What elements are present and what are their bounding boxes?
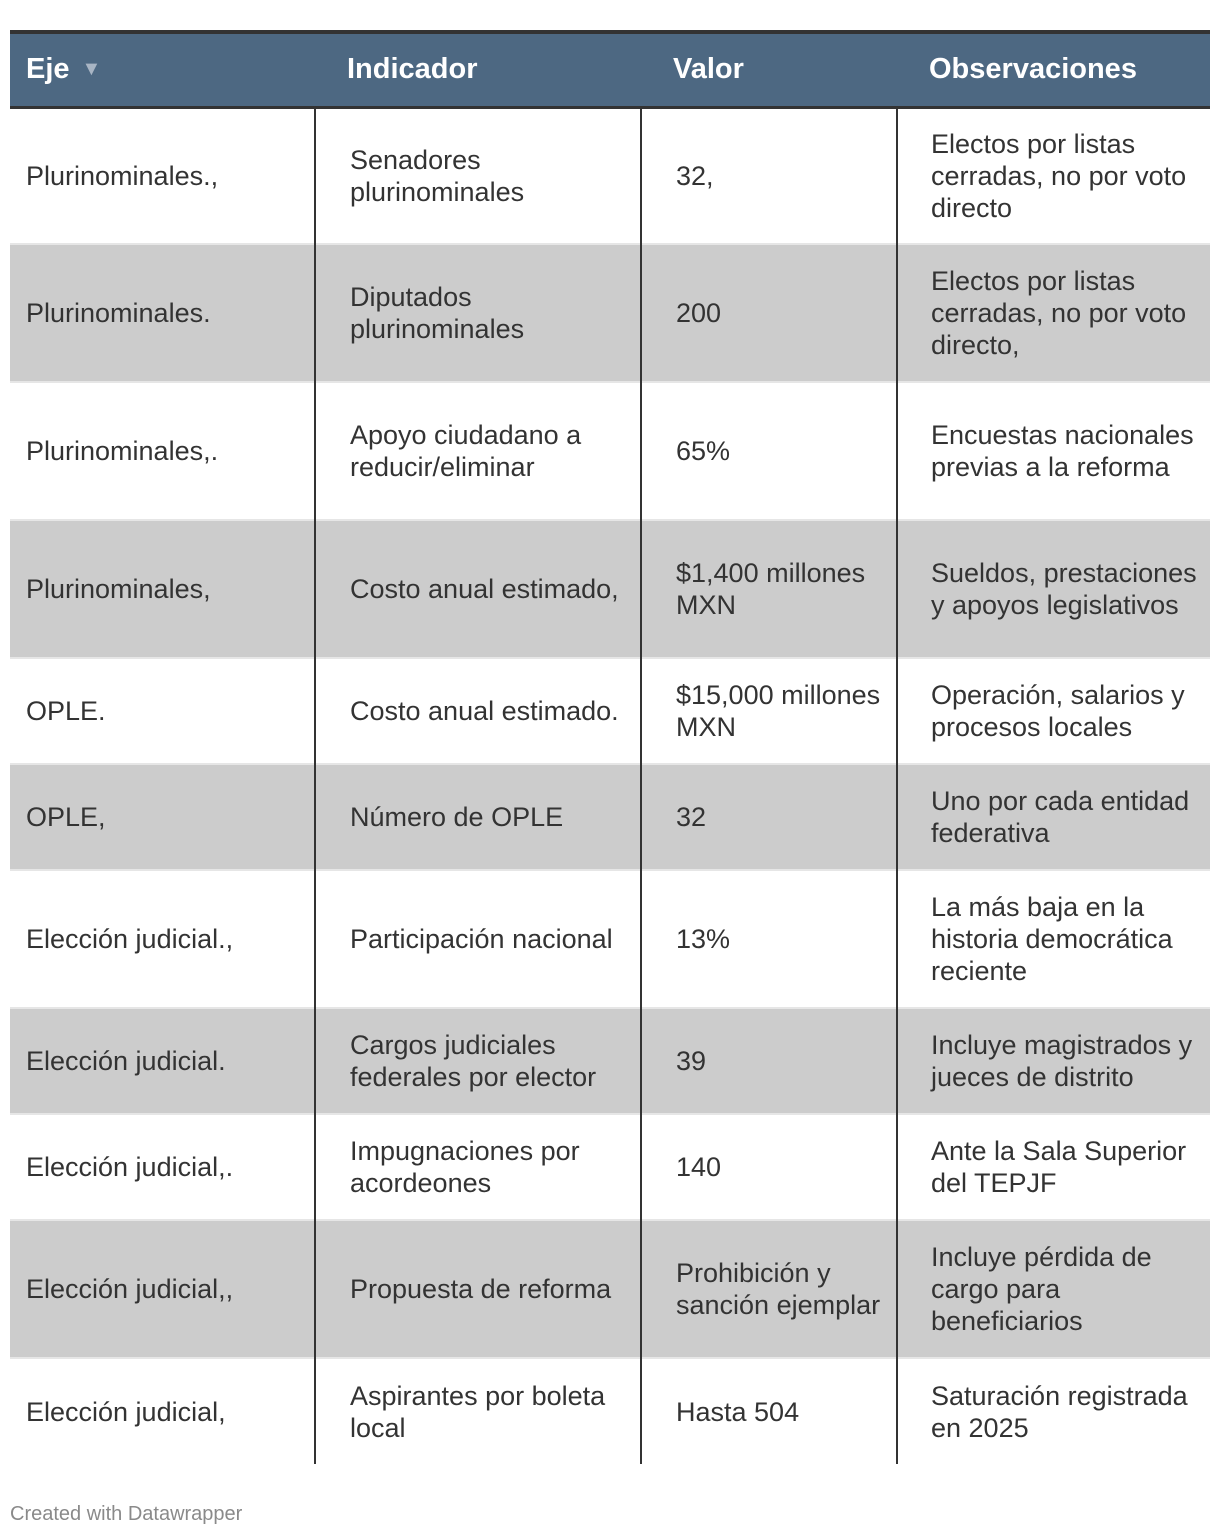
cell-indicador: Participación nacional bbox=[315, 870, 641, 1008]
cell-valor: 200 bbox=[641, 244, 897, 382]
table-row bbox=[10, 382, 1210, 520]
header-row bbox=[10, 32, 1210, 107]
cell-indicador: Impugnaciones por acordeones bbox=[315, 1114, 641, 1220]
cell-observaciones: La más baja en la historia democrática reciente bbox=[897, 870, 1210, 1008]
cell-indicador: Senadores plurinominales bbox=[315, 107, 641, 244]
cell-eje: Elección judicial., bbox=[10, 870, 315, 1008]
cell-valor: $15,000 millones MXN bbox=[641, 658, 897, 764]
cell-observaciones: Ante la Sala Superior del TEPJF bbox=[897, 1114, 1210, 1220]
datawrapper-credit[interactable]: Created with Datawrapper bbox=[10, 1503, 243, 1525]
table-row bbox=[10, 870, 1210, 1008]
table-row bbox=[10, 244, 1210, 382]
table-row bbox=[10, 1358, 1210, 1464]
cell-eje: Elección judicial. bbox=[10, 1008, 315, 1114]
column-header-label: Observaciones bbox=[929, 53, 1137, 86]
cell-valor: Hasta 504 bbox=[641, 1358, 897, 1464]
column-header-indicador[interactable] bbox=[315, 32, 641, 107]
cell-observaciones: Electos por listas cerradas, no por voto directo, bbox=[897, 244, 1210, 382]
cell-observaciones: Incluye magistrados y jueces de distrito bbox=[897, 1008, 1210, 1114]
cell-observaciones: Sueldos, prestaciones y apoyos legislativos bbox=[897, 520, 1210, 658]
cell-indicador: Costo anual estimado, bbox=[315, 520, 641, 658]
cell-indicador: Aspirantes por boleta local bbox=[315, 1358, 641, 1464]
column-header-label: Eje bbox=[26, 53, 70, 86]
cell-valor: 140 bbox=[641, 1114, 897, 1220]
table-body bbox=[10, 107, 1210, 1464]
cell-indicador: Propuesta de reforma bbox=[315, 1220, 641, 1358]
cell-indicador: Cargos judiciales federales por elector bbox=[315, 1008, 641, 1114]
cell-eje: Elección judicial,. bbox=[10, 1114, 315, 1220]
table-row bbox=[10, 764, 1210, 870]
column-header-label: Valor bbox=[673, 53, 744, 86]
column-header-valor[interactable] bbox=[641, 32, 897, 107]
table-row bbox=[10, 107, 1210, 244]
cell-observaciones: Encuestas nacionales previas a la reforma bbox=[897, 382, 1210, 520]
table bbox=[10, 30, 1210, 1464]
cell-eje: Plurinominales., bbox=[26, 160, 219, 191]
cell-eje: OPLE. bbox=[10, 658, 315, 764]
table-row bbox=[10, 1008, 1210, 1114]
cell-valor: 65% bbox=[641, 382, 897, 520]
table-row bbox=[10, 658, 1210, 764]
column-header-label: Indicador bbox=[347, 53, 478, 86]
cell-indicador: Número de OPLE bbox=[315, 764, 641, 870]
cell-valor: 13% bbox=[641, 870, 897, 1008]
cell-observaciones: Incluye pérdida de cargo para beneficiarios bbox=[897, 1220, 1210, 1358]
cell-eje: Elección judicial, bbox=[10, 1358, 315, 1464]
table-row bbox=[10, 520, 1210, 658]
table-row bbox=[10, 1114, 1210, 1220]
cell-eje: Plurinominales, bbox=[10, 520, 315, 658]
sort-down-icon[interactable]: ▼ bbox=[81, 58, 102, 81]
table-row bbox=[10, 1220, 1210, 1358]
cell-valor: 32, bbox=[641, 107, 897, 244]
data-table bbox=[10, 30, 1210, 1464]
cell-indicador: Costo anual estimado. bbox=[315, 658, 641, 764]
cell-indicador: Apoyo ciudadano a reducir/eliminar bbox=[315, 382, 641, 520]
cell-observaciones: Saturación registrada en 2025 bbox=[897, 1358, 1210, 1464]
cell-observaciones: Uno por cada entidad federativa bbox=[897, 764, 1210, 870]
cell-eje: OPLE, bbox=[10, 764, 315, 870]
cell-indicador: Diputados plurinominales bbox=[315, 244, 641, 382]
cell-eje: Plurinominales. bbox=[10, 244, 315, 382]
cell-observaciones: Electos por listas cerradas, no por voto directo bbox=[897, 107, 1210, 244]
cell-valor: Prohibición y sanción ejemplar bbox=[641, 1220, 897, 1358]
cell-valor: 39 bbox=[641, 1008, 897, 1114]
table-header bbox=[10, 32, 1210, 107]
cell-eje: Plurinominales,. bbox=[10, 382, 315, 520]
column-header-observaciones[interactable] bbox=[897, 32, 1210, 107]
cell-observaciones: Operación, salarios y procesos locales bbox=[897, 658, 1210, 764]
column-header-eje[interactable] bbox=[10, 32, 315, 107]
cell-valor: $1,400 millones MXN bbox=[641, 520, 897, 658]
cell-eje: Elección judicial,, bbox=[10, 1220, 315, 1358]
cell-valor: 32 bbox=[641, 764, 897, 870]
